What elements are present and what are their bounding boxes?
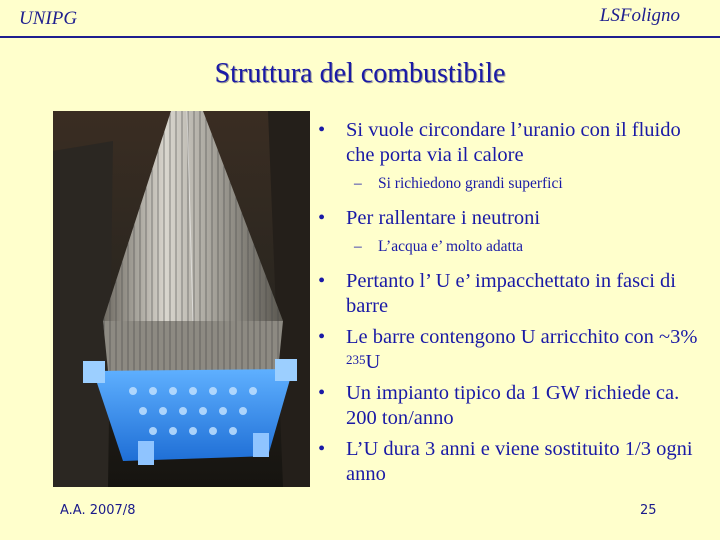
- bullet-6: • L’U dura 3 anni e viene sostituito 1/3 ogni anno: [318, 438, 693, 485]
- slide-title: Struttura del combustibile: [214, 58, 506, 89]
- bullet-1: • Si vuole circondare l’uranio con il fluido che porta via il calore: [318, 119, 681, 166]
- bullet-3: • Pertanto l’ U e’ impacchettato in fasci di barre: [318, 270, 676, 317]
- page-number: 25: [640, 503, 657, 518]
- bullet-4-text-after: U: [365, 351, 381, 373]
- fuel-assembly-photo: [53, 111, 310, 487]
- bullet-4-superscript: 235: [346, 352, 366, 367]
- bullet-list: [316, 118, 706, 493]
- header-left: UNIPG: [19, 8, 78, 29]
- bullet-5-text: Un impianto tipico da 1 GW richiede ca. 200 ton/anno: [346, 382, 680, 429]
- bullet-4-text-before: Le barre contengono U arricchito con ~3%: [346, 326, 698, 348]
- bullet-5: • Un impianto tipico da 1 GW richiede ca. 200 ton/anno: [318, 382, 680, 429]
- bullet-3-text: Pertanto l’ U e’ impacchettato in fasci di barre: [346, 270, 676, 317]
- sub-bullet-1: – Si richiedono grandi superfici: [354, 175, 563, 192]
- bullet-1-text: Si vuole circondare l’uranio con il fluido che porta via il calore: [346, 119, 681, 166]
- bullet-2-text: Per rallentare i neutroni: [346, 207, 541, 229]
- bullet-6-text: L’U dura 3 anni e viene sostituito 1/3 ogni anno: [346, 438, 693, 485]
- footer-academic-year: A.A. 2007/8: [60, 503, 136, 518]
- sub-bullet-1-text: Si richiedono grandi superfici: [378, 175, 563, 192]
- header-right: LSFoligno: [599, 5, 680, 26]
- sub-bullet-2: – L’acqua e’ molto adatta: [354, 238, 524, 255]
- header-rule: [0, 36, 720, 38]
- bullet-4: • Le barre contengono U arricchito con ~3% $^{235}$U: [318, 326, 698, 373]
- sub-bullet-2-text: L’acqua e’ molto adatta: [378, 238, 524, 255]
- bullet-2: • Per rallentare i neutroni: [318, 207, 541, 229]
